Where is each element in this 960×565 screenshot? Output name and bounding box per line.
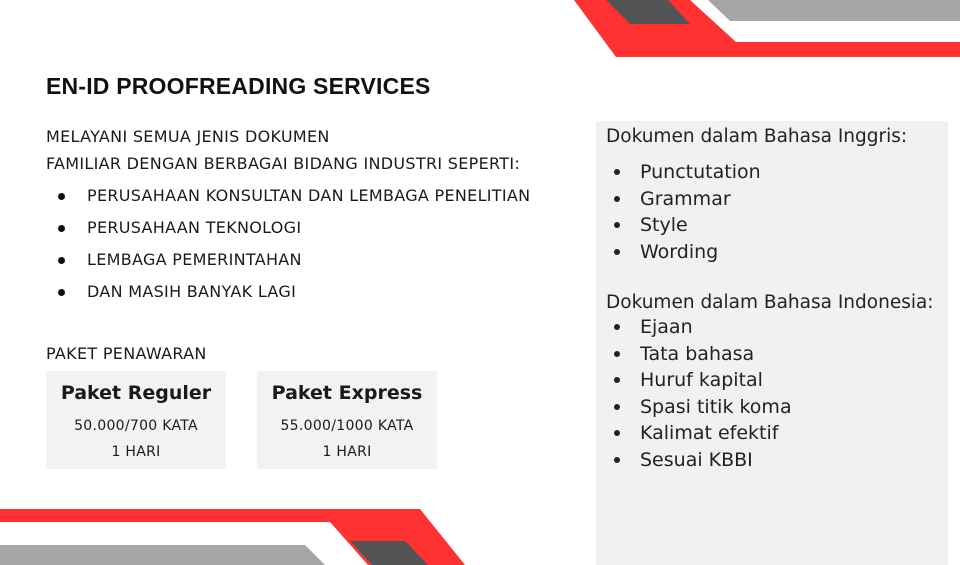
english-doc-item: Grammar xyxy=(640,187,731,210)
english-doc-item: Punctutation xyxy=(640,161,761,183)
page-title: EN-ID PROOFREADING SERVICES xyxy=(46,73,431,99)
bullet-icon xyxy=(614,430,620,436)
industry-label: PERUSAHAAN KONSULTAN DAN LEMBAGA PENELITIAN xyxy=(87,186,531,205)
indonesian-doc-item: Huruf kapital xyxy=(640,369,763,392)
package-duration: 1 HARI xyxy=(111,444,161,460)
bottom-left-stripes xyxy=(0,509,465,565)
indonesian-doc-item: Kalimat efektif xyxy=(640,422,779,445)
bullet-icon xyxy=(58,225,65,232)
intro-line-2: FAMILIAR DENGAN BERBAGAI BIDANG INDUSTRI SEPERTI: xyxy=(46,154,521,173)
bullet-icon xyxy=(614,249,620,255)
industry-label: DAN MASIH BANYAK LAGI xyxy=(87,282,297,301)
indonesian-doc-item: Ejaan xyxy=(640,316,693,338)
package-duration: 1 HARI xyxy=(322,444,372,460)
bullet-icon xyxy=(614,457,620,463)
list-item xyxy=(610,341,792,368)
bullet-icon xyxy=(614,377,620,383)
list-item xyxy=(610,239,761,266)
indonesian-doc-item: Sesuai KBBI xyxy=(640,448,753,471)
package-card-express xyxy=(257,371,437,469)
bullet-icon xyxy=(614,324,620,330)
list-item xyxy=(56,280,530,312)
indonesian-doc-item: Tata bahasa xyxy=(640,342,755,365)
list-item xyxy=(610,314,792,341)
bullet-icon xyxy=(614,222,620,228)
top-gray-stripe xyxy=(708,0,960,21)
list-item xyxy=(56,184,530,216)
indonesian-docs-list xyxy=(610,314,792,474)
list-item xyxy=(610,447,792,474)
indonesian-docs-heading: Dokumen dalam Bahasa Indonesia: xyxy=(606,292,934,313)
package-card-reguler xyxy=(46,371,226,469)
list-item xyxy=(56,216,530,248)
package-price: 55.000/1000 KATA xyxy=(280,418,414,434)
package-price: 50.000/700 KATA xyxy=(74,418,198,434)
industry-list xyxy=(56,184,530,312)
bullet-icon xyxy=(58,193,65,200)
english-doc-item: Wording xyxy=(640,240,719,263)
list-item xyxy=(56,248,530,280)
bottom-gray-stripe xyxy=(0,545,325,565)
top-right-stripes xyxy=(574,0,960,57)
bullet-icon xyxy=(614,196,620,202)
english-doc-item: Style xyxy=(640,214,688,236)
indonesian-doc-item: Spasi titik koma xyxy=(640,395,792,418)
list-item xyxy=(610,420,792,447)
list-item xyxy=(610,186,761,213)
document-types-panel xyxy=(596,121,948,565)
bullet-icon xyxy=(614,404,620,410)
industry-label: LEMBAGA PEMERINTAHAN xyxy=(87,250,302,269)
bullet-icon xyxy=(58,289,65,296)
bullet-icon xyxy=(614,169,620,175)
packages-heading: PAKET PENAWARAN xyxy=(46,344,207,363)
english-docs-heading: Dokumen dalam Bahasa Inggris: xyxy=(606,126,908,147)
bullet-icon xyxy=(58,257,65,264)
intro-line-1: MELAYANI SEMUA JENIS DOKUMEN xyxy=(46,127,330,146)
list-item xyxy=(610,159,761,186)
list-item xyxy=(610,394,792,421)
package-name: Paket Express xyxy=(271,382,423,404)
package-name: Paket Reguler xyxy=(60,382,212,404)
industry-label: PERUSAHAAN TEKNOLOGI xyxy=(87,218,302,237)
list-item xyxy=(610,212,761,239)
list-item xyxy=(610,367,792,394)
english-docs-list xyxy=(610,159,761,265)
bullet-icon xyxy=(614,351,620,357)
